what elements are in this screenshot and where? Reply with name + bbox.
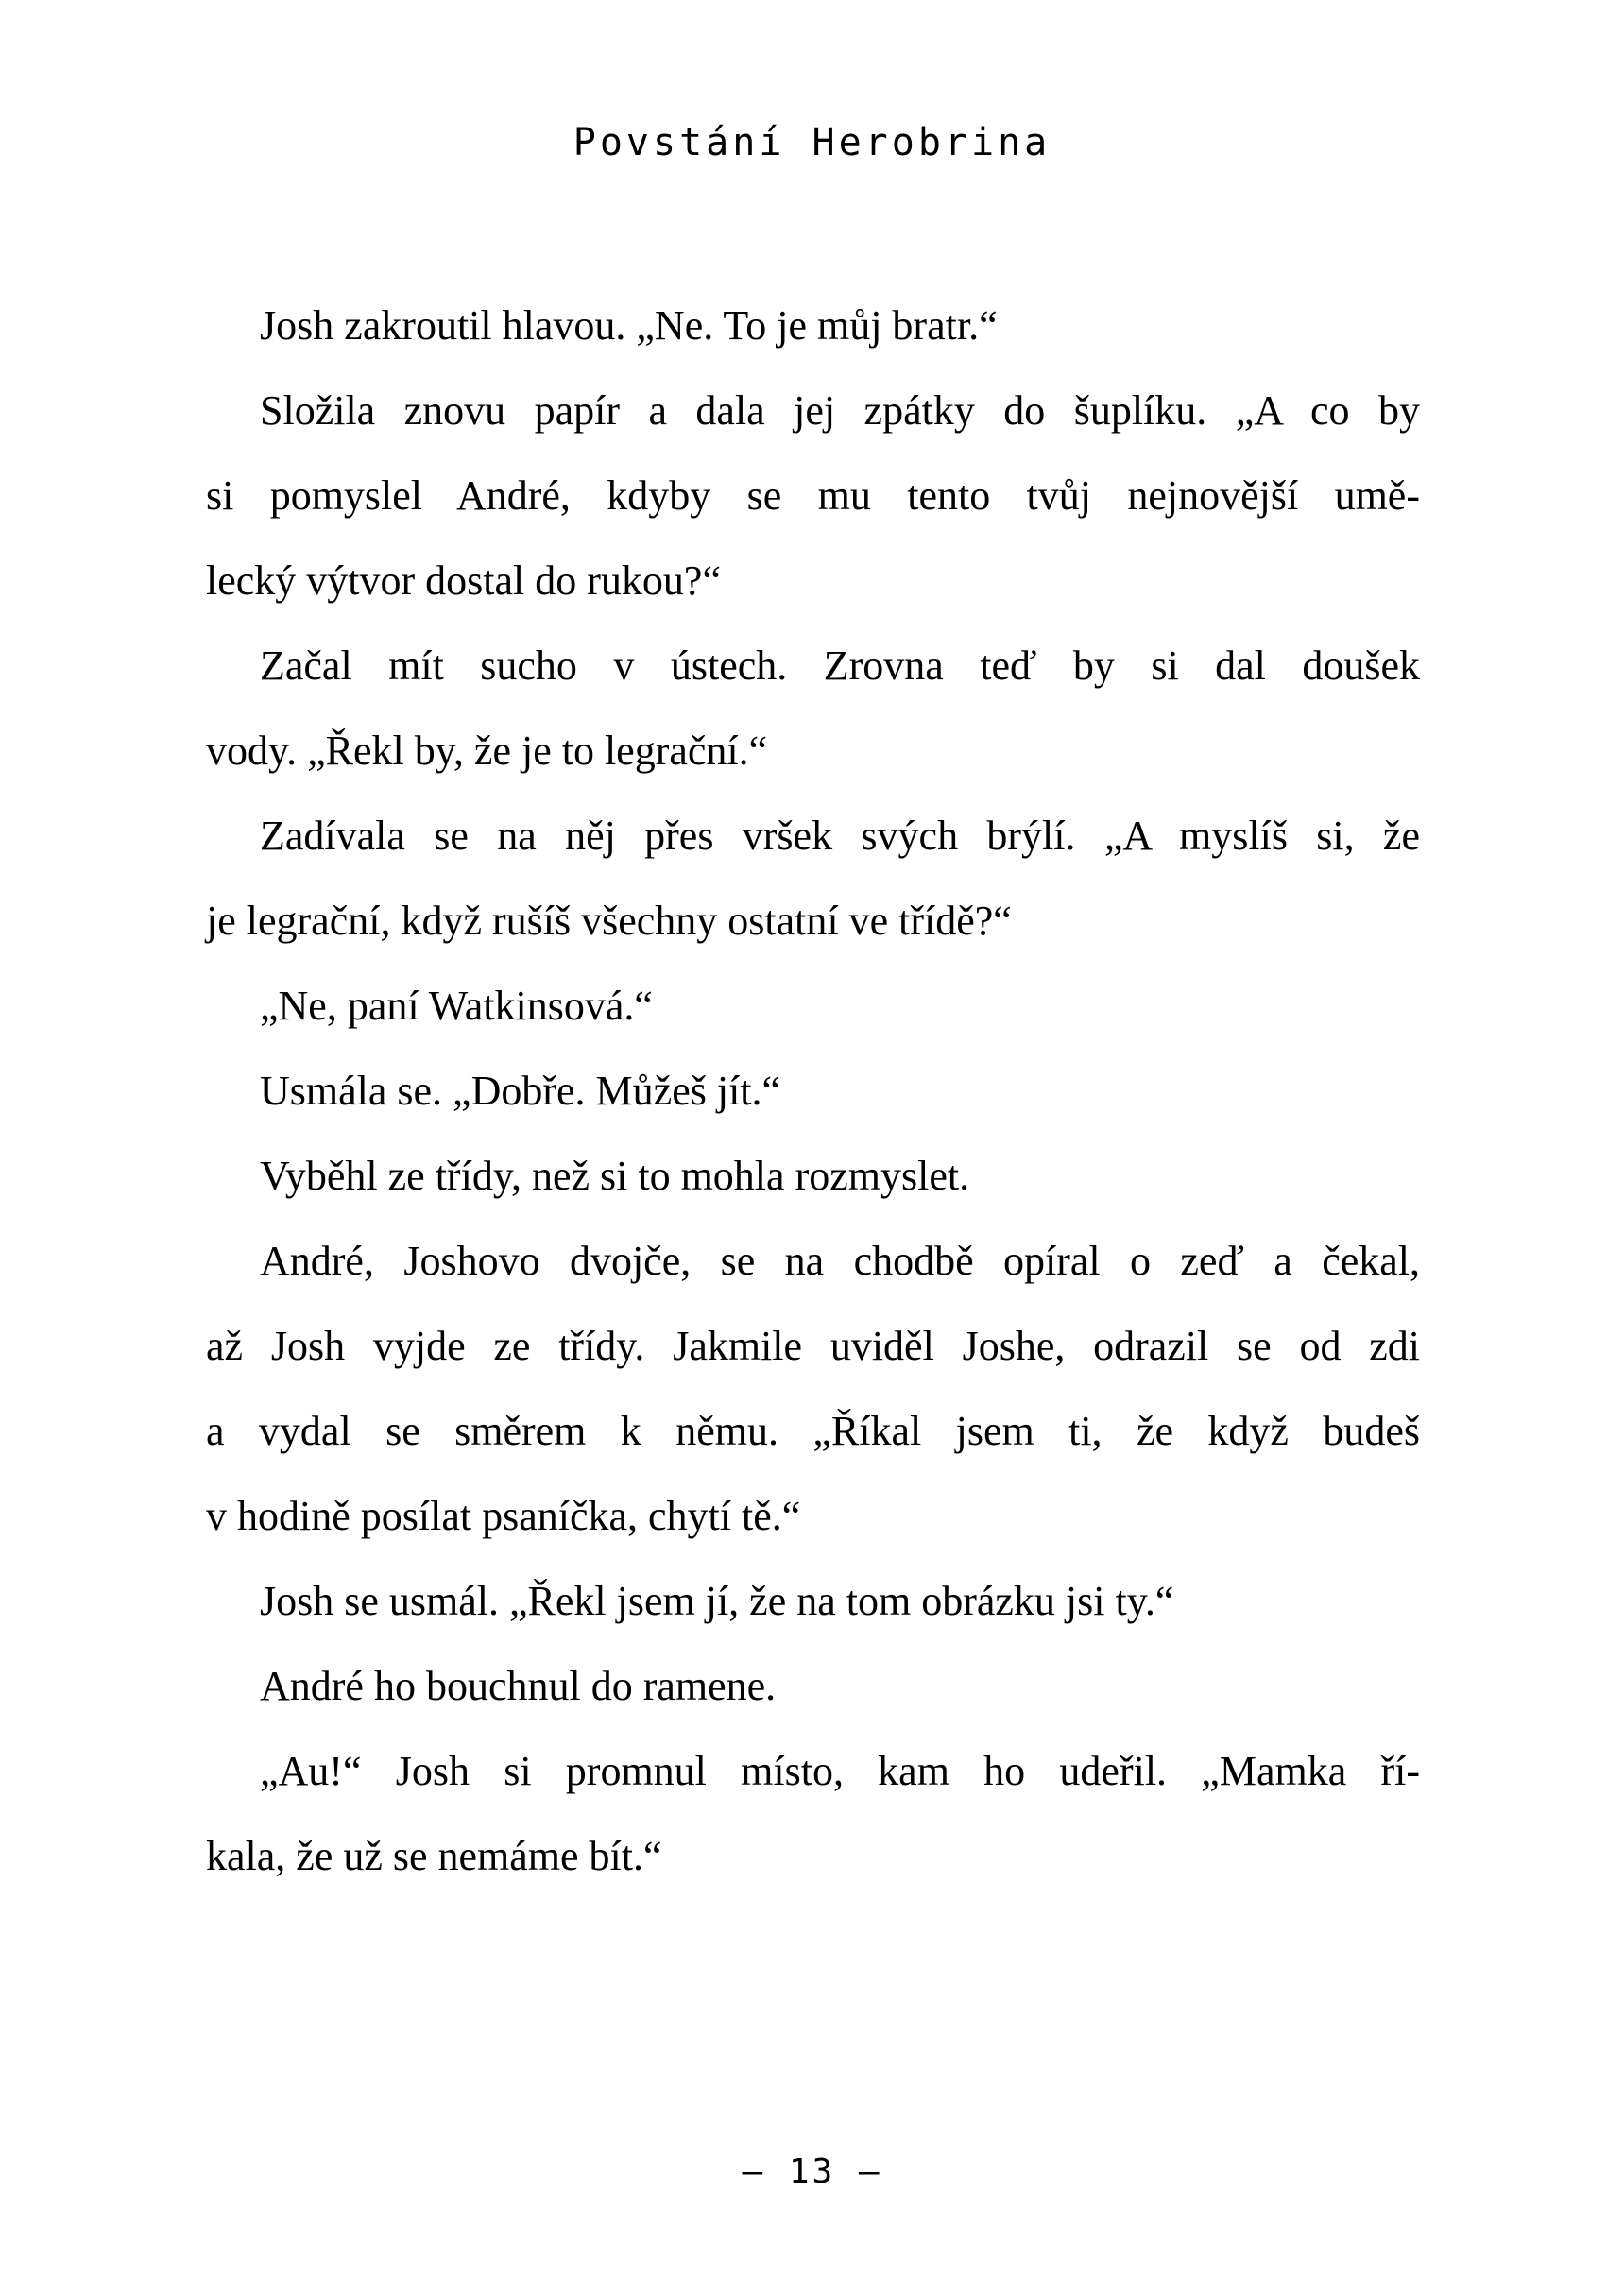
text-line: Složila znovu papír a dala jej zpátky do šuplíku. „A co by bbox=[260, 387, 1420, 434]
text-line: je legrační, když rušíš všechny ostatní ve třídě?“ bbox=[206, 898, 1012, 944]
text-line: kala, že už se nemáme bít.“ bbox=[206, 1833, 662, 1879]
text-line: André ho bouchnul do ramene. bbox=[260, 1663, 777, 1709]
text-line: Zadívala se na něj přes vršek svých brýlí. „A myslíš si, že bbox=[260, 813, 1420, 859]
text-line: až Josh vyjde ze třídy. Jakmile uviděl Joshe, odrazil se od zdi bbox=[206, 1323, 1420, 1369]
text-line: vody. „Řekl by, že je to legrační.“ bbox=[206, 728, 768, 774]
text-line: a vydal se směrem k němu. „Říkal jsem ti, že když budeš bbox=[206, 1408, 1420, 1454]
text-line: André, Joshovo dvojče, se na chodbě opíral o zeď a čekal, bbox=[260, 1238, 1420, 1284]
text-line: v hodině posílat psaníčka, chytí tě.“ bbox=[206, 1493, 801, 1539]
running-header: Povstání Herobrina bbox=[573, 121, 1051, 164]
text-line: „Ne, paní Watkinsová.“ bbox=[260, 983, 653, 1029]
text-line: Josh se usmál. „Řekl jsem jí, že na tom obrázku jsi ty.“ bbox=[260, 1578, 1174, 1624]
text-line: Josh zakroutil hlavou. „Ne. To je můj bratr.“ bbox=[260, 302, 998, 349]
text-line: Vyběhl ze třídy, než si to mohla rozmyslet. bbox=[260, 1153, 970, 1199]
text-line: Usmála se. „Dobře. Můžeš jít.“ bbox=[260, 1068, 781, 1114]
page-number: – 13 – bbox=[742, 2152, 882, 2191]
text-line: Začal mít sucho v ústech. Zrovna teď by si dal doušek bbox=[260, 642, 1420, 689]
text-line: „Au!“ Josh si promnul místo, kam ho udeřil. „Mamka ří- bbox=[260, 1748, 1420, 1794]
text-line: lecký výtvor dostal do rukou?“ bbox=[206, 557, 721, 604]
body-text bbox=[206, 283, 1420, 1899]
text-line: si pomyslel André, kdyby se mu tento tvůj nejnovější umě- bbox=[206, 472, 1420, 519]
